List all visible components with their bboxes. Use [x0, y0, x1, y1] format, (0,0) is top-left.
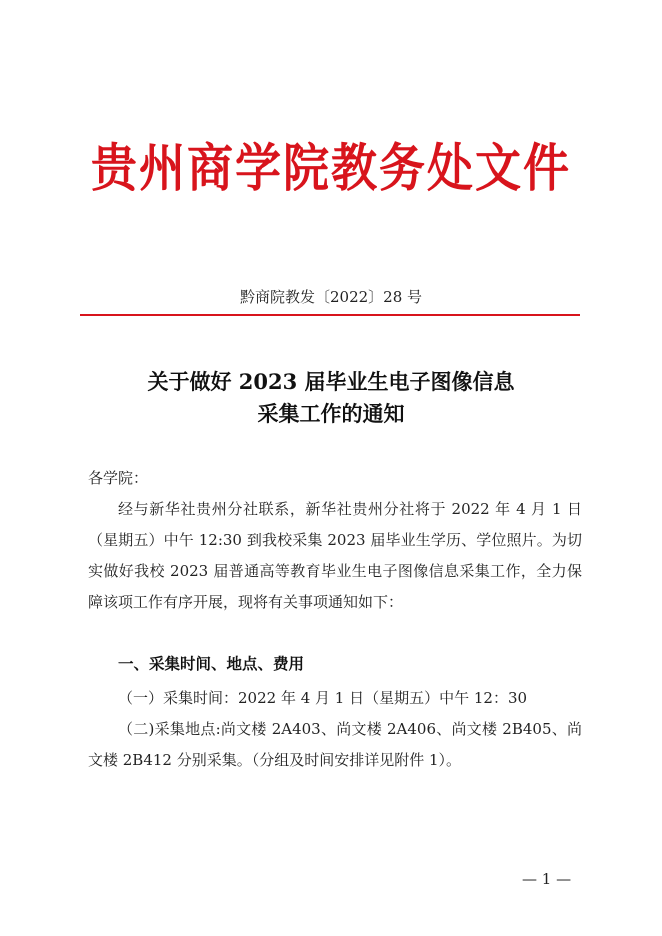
section-1-heading: 一、采集时间、地点、费用	[118, 655, 305, 673]
document-number: 黔商院教发〔2022〕28 号	[239, 288, 423, 306]
item-collection-time: （一）采集时间：2022 年 4 月 1 日（星期五）中午 12：30	[118, 689, 528, 707]
body-paragraph-1: 经与新华社贵州分社联系，新华社贵州分社将于 2022 年 4 月 1 日（星期五）中午 12:30 到我校采集 2023 届毕业生学历、学位照片。为切实做好我校 2023 届普通高等教育毕业生电子图像信息采集工作，全力保障该项工作有序开展，现将有关事项通知如下：	[88, 500, 582, 611]
header-red-rule	[80, 314, 580, 316]
notice-title	[0, 366, 662, 430]
notice-title-line-2: 采集工作的通知	[257, 401, 405, 426]
item-collection-location: （二)采集地点:尚文楼 2A403、尚文楼 2A406、尚文楼 2B405、尚文楼 2B412 分别采集。（分组及时间安排详见附件 1）。	[88, 720, 582, 769]
notice-title-line-1: 关于做好 2023 届毕业生电子图像信息	[147, 369, 515, 394]
salutation: 各学院：	[88, 469, 149, 487]
document-header-title: 贵州商学院教务处文件	[91, 138, 571, 199]
page-number: — 1 —	[522, 870, 572, 888]
